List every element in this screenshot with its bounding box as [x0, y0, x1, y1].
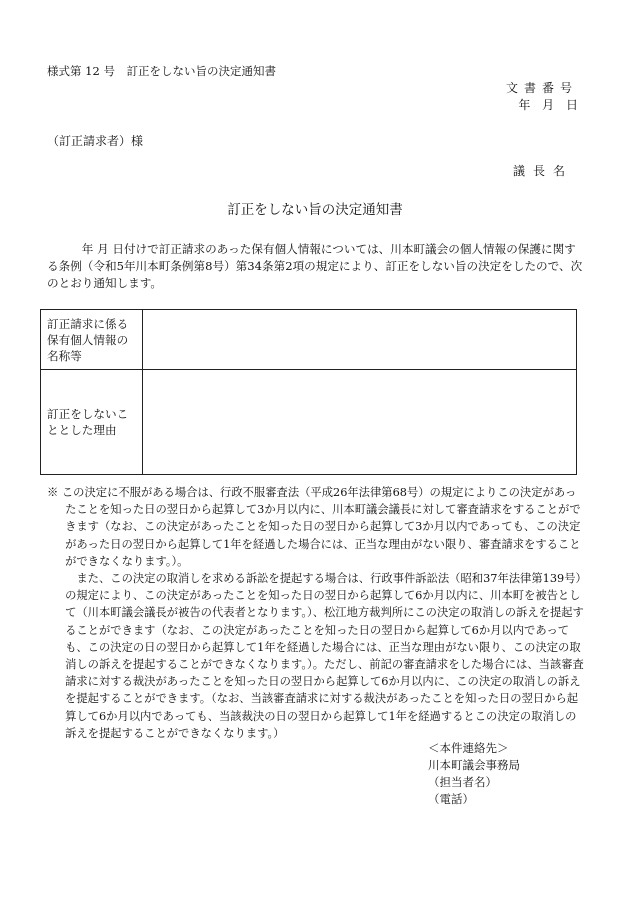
chairman-name-label: 議長名	[512, 164, 573, 178]
document-number-label: 文書番号	[505, 81, 578, 95]
recipient: （訂正請求者）様	[47, 134, 144, 148]
contact-heading: ＜本件連絡先＞	[428, 741, 509, 755]
document-title: 訂正をしない旨の決定通知書	[227, 202, 403, 218]
info-name-label: 訂正請求に係る保有個人情報の名称等	[41, 310, 143, 370]
table-row	[41, 370, 577, 475]
contact-block	[428, 740, 520, 808]
intro-paragraph	[47, 241, 584, 292]
form-number: 様式第 12 号 訂正をしない旨の決定通知書	[47, 64, 276, 78]
info-name-value	[143, 310, 577, 370]
note-lawsuit: また、この決定の取消しを求める訴訟を提起する場合は、行政事件訴訟法（昭和37年法律第139号）の規定により、この決定があったことを知った日の翌日から起算して6か月以内に、川本町を被告として（川本町議会議長が被告の代表者となります。）、松江地方裁判所にこの決定の取消しの訴えを提起することができます（なお、この決定があったことを知った日の翌日から起算して6か月以内であっても、この決定の日の翌日から起算して1年を経過した場合には、正当な理由がない限り、この決定の取消しの訴えを提起することができなくなります。）。ただし、前記の審査請求をした場合には、当該審査請求に対する裁決があったことを知った日の翌日から起算して6か月以内に、この決定の取消しの訴えを提起することができます。（なお、当該審査請求に対する裁決があったことを知った日の翌日から起算して6か月以内であっても、当該裁決の日の翌日から起算して1年を経過するとこの決定の取消しの訴えを提起することができなくなります。）	[65, 572, 584, 740]
table-row	[41, 310, 577, 370]
date-label: 年 月 日	[518, 98, 578, 112]
notice-table	[40, 309, 577, 475]
contact-office: 川本町議会事務局	[428, 758, 520, 772]
document-number-block	[506, 80, 578, 114]
note-appeal: ※ この決定に不服がある場合は、行政不服審査法（平成26年法律第68号）の規定によりこの決定があったことを知った日の翌日から起算して3か月以内に、川本町議会議長に対して審査請求をすることができます（なお、この決定があったことを知った日の翌日から起算して3か月以内であっても、この決定があった日の翌日から起算して1年を経過した場合には、正当な理由がない限り、審査請求をすることができなくなります。）。	[47, 486, 581, 568]
reason-value	[143, 370, 577, 475]
contact-phone: （電話）	[428, 792, 474, 806]
notes	[47, 484, 584, 742]
contact-person: （担当者名）	[428, 775, 497, 789]
intro-text: 年 月 日付けで訂正請求のあった保有個人情報については、川本町議会の個人情報の保護に関する条例（令和5年川本町条例第8号）第34条第2項の規定により、訂正をしない旨の決定をしたので、次のとおり通知します。	[47, 242, 583, 290]
reason-label: 訂正をしないこととした理由	[41, 370, 143, 475]
